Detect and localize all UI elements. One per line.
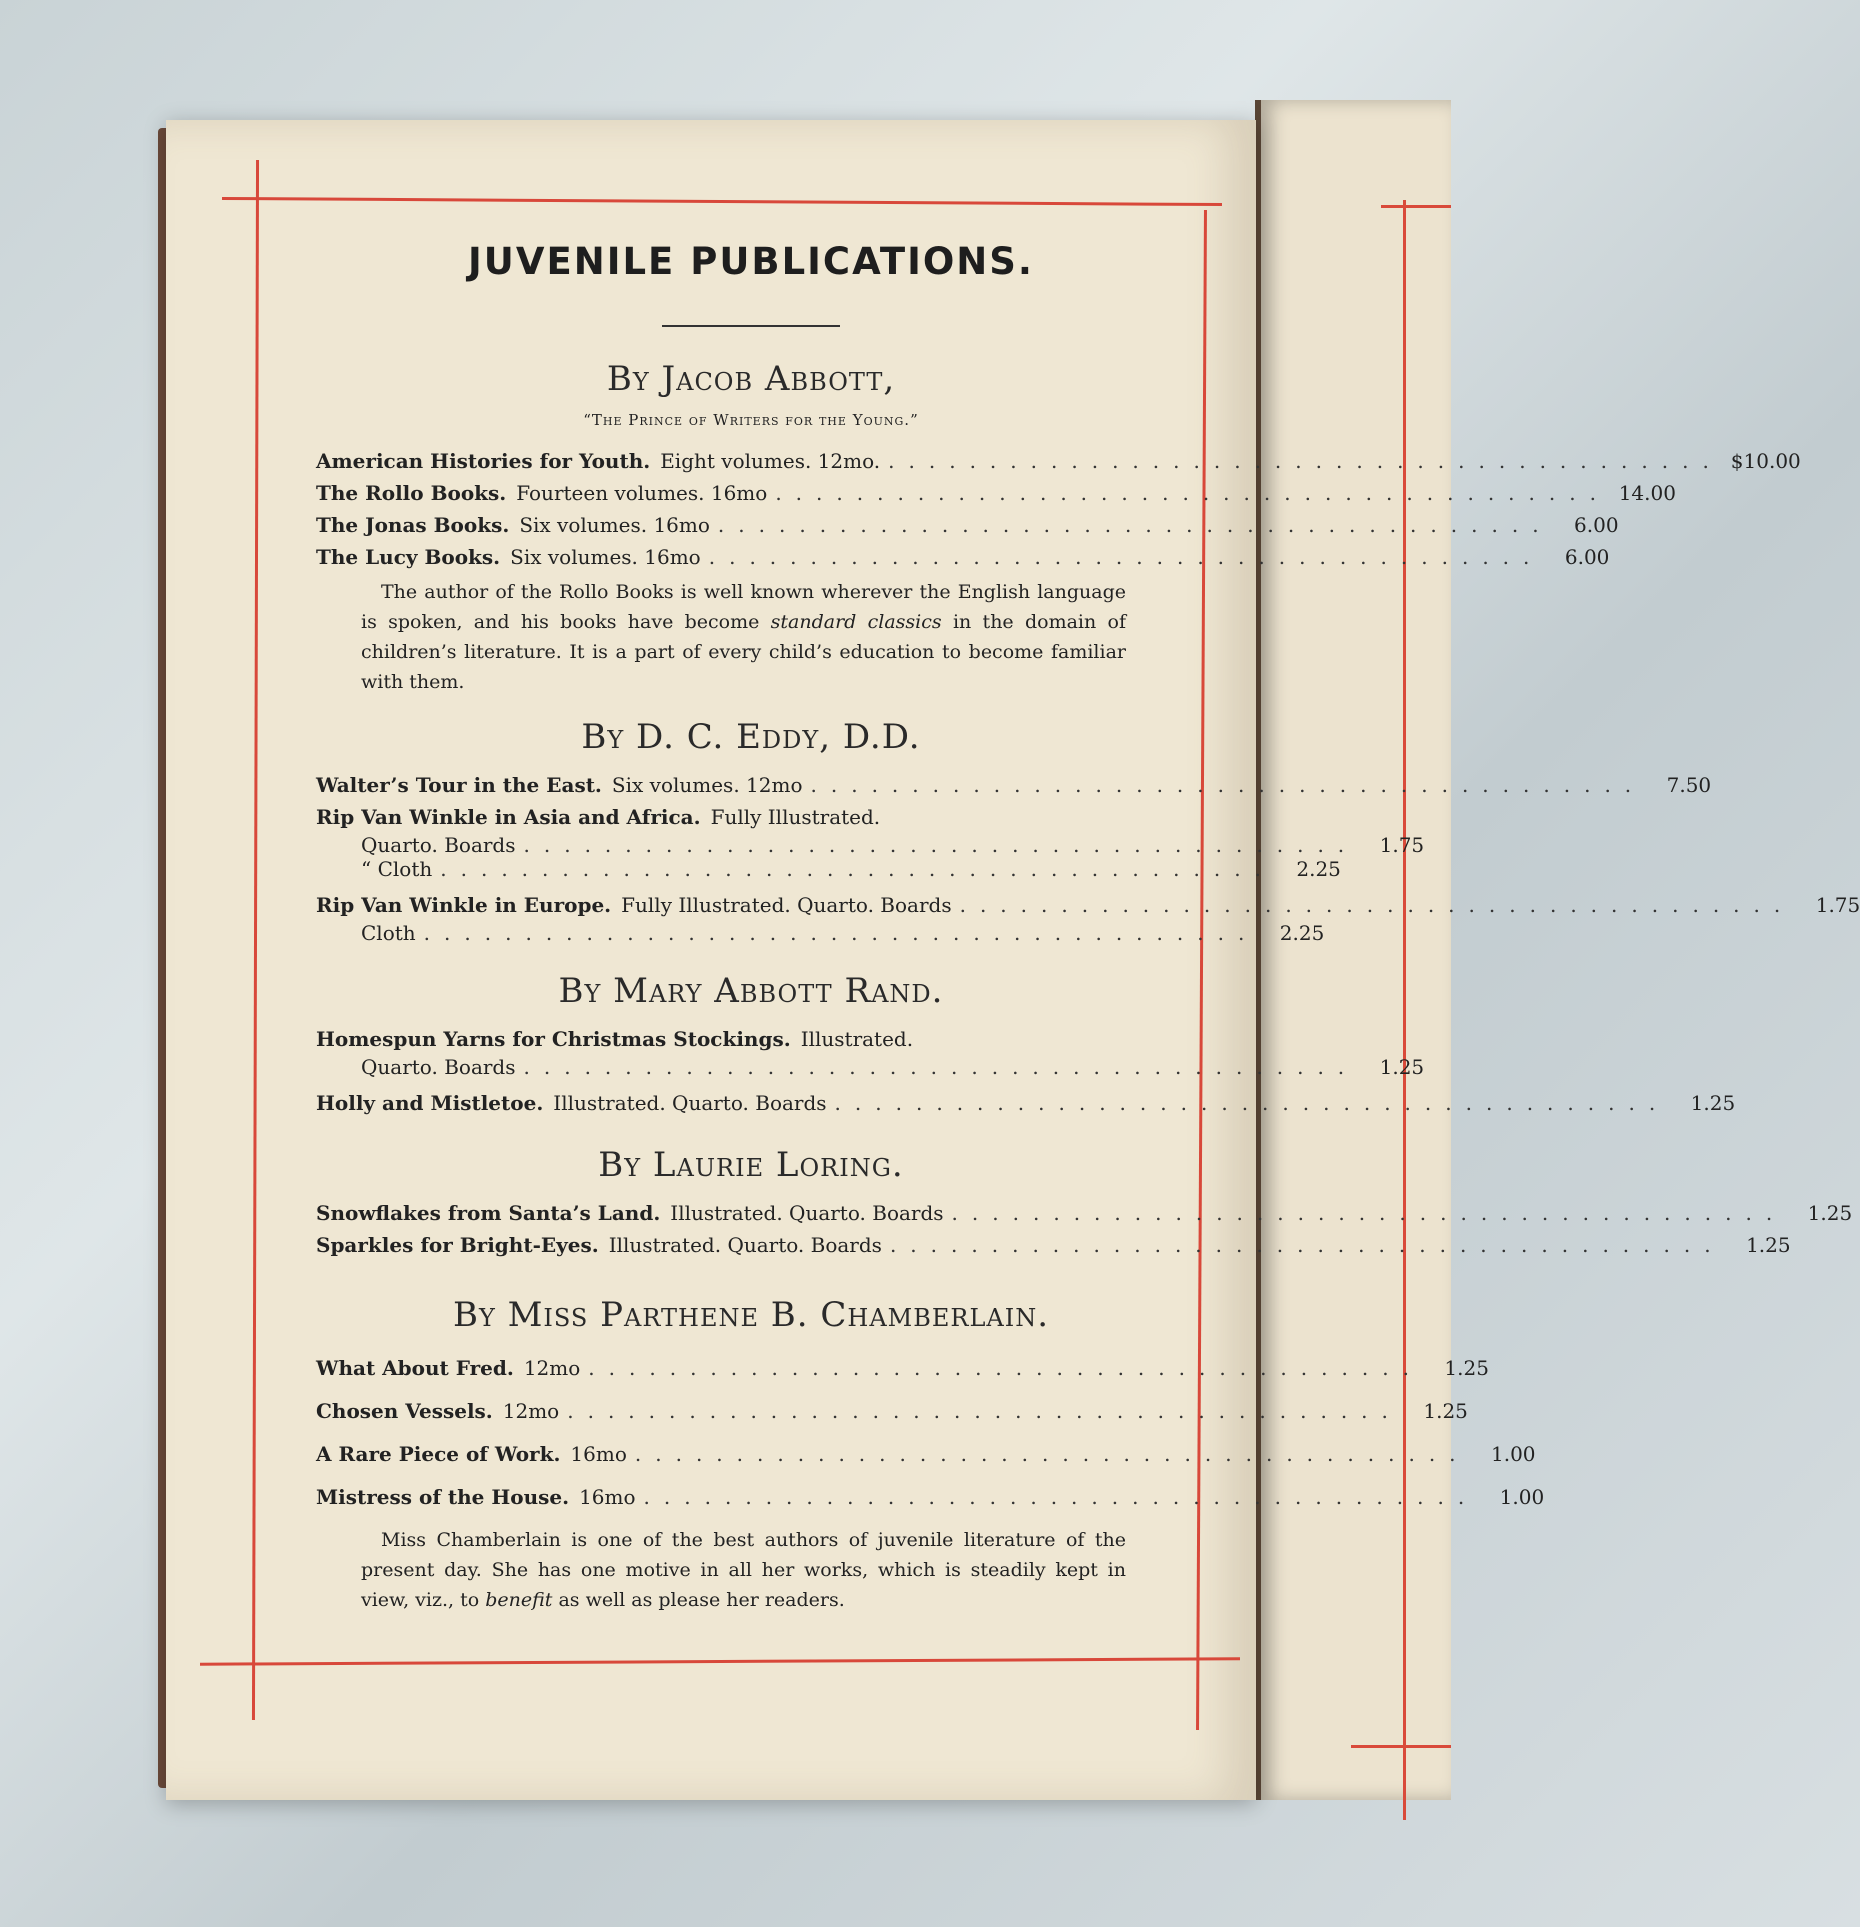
leader-dots: ......................................... [708, 545, 1544, 569]
section-parthene-chamberlain [316, 1295, 1545, 1615]
list-item [316, 477, 1676, 509]
catalog-page [166, 120, 1860, 1800]
border-rule-left [252, 160, 259, 1720]
book-price: 2.25 [1296, 857, 1341, 881]
book-title: Rip Van Winkle in Asia and Africa. [316, 805, 701, 829]
book-price: 1.25 [1379, 1055, 1425, 1079]
title-divider [662, 325, 840, 327]
note-text: as well as please her readers. [552, 1589, 845, 1611]
book-price: 1.25 [1690, 1091, 1736, 1115]
book-price: 1.00 [1491, 1442, 1536, 1466]
list-subitem [316, 921, 1325, 945]
book-price: 7.50 [1666, 773, 1712, 797]
book-format: 12mo [523, 1356, 581, 1380]
leader-dots: ......................................... [834, 1091, 1670, 1115]
leader-dots: ......................................... [567, 1399, 1402, 1423]
list-item [316, 509, 1619, 541]
list-item [316, 1347, 1489, 1390]
book-title: The Rollo Books. [316, 481, 507, 505]
list-subitem [316, 833, 1425, 857]
adjacent-page [1255, 100, 1451, 1800]
note-text: Miss Chamberlain is one of the best authors of juvenile literature of the present day. She has one motive in all her works, which is steadily kept in view, viz., to [361, 1529, 1126, 1611]
section-jacob-abbott [316, 359, 1801, 697]
book-title: American Histories for Youth. [316, 449, 651, 473]
book-price: $10.00 [1730, 449, 1801, 473]
leader-dots: ......................................... [810, 773, 1646, 797]
book-title: Mistress of the House. [316, 1485, 570, 1509]
list-item [316, 769, 1712, 801]
leader-dots: ......................................... [440, 857, 1275, 881]
border-rule-bottom [200, 1657, 1240, 1665]
section-dc-eddy [316, 717, 1860, 945]
book-format: Six volumes. 16mo [519, 513, 710, 537]
section-mary-abbott-rand [316, 971, 1736, 1119]
book-price: 1.25 [1746, 1233, 1791, 1257]
book-title: Sparkles for Bright-Eyes. [316, 1233, 599, 1257]
leader-dots: ......................................... [423, 921, 1259, 945]
leader-dots: ......................................... [523, 833, 1359, 857]
book-price: 1.25 [1423, 1399, 1468, 1423]
book-format: Illustrated. Quarto. Boards [553, 1091, 827, 1115]
book-title: Chosen Vessels. [316, 1399, 493, 1423]
leader-dots: ......................................... [523, 1055, 1359, 1079]
author-heading: By Mary Abbott Rand. [558, 971, 944, 1011]
author-heading: By Laurie Loring. [598, 1145, 904, 1185]
book-title: Holly and Mistletoe. [316, 1091, 544, 1115]
book-title: A Rare Piece of Work. [316, 1442, 561, 1466]
leader-dots: ......................................... [643, 1485, 1479, 1509]
list-item [316, 1476, 1545, 1519]
list-item [316, 445, 1801, 477]
page-title: JUVENILE PUBLICATIONS. [468, 240, 1034, 283]
book-format: Six volumes. 12mo [611, 773, 803, 797]
book-title: The Lucy Books. [316, 545, 501, 569]
book-format: 12mo [502, 1399, 560, 1423]
note-emphasis: benefit [485, 1589, 553, 1611]
book-binding: Quarto. Boards [361, 1055, 516, 1079]
book-binding: Cloth [361, 921, 416, 945]
author-heading: By D. C. Eddy, D.D. [581, 717, 921, 757]
book-title: Homespun Yarns for Christmas Stockings. [316, 1027, 791, 1051]
list-item [316, 1433, 1536, 1476]
list-subitem [316, 857, 1341, 881]
book-price: 1.00 [1499, 1485, 1545, 1509]
section-laurie-loring [316, 1145, 1853, 1261]
book-title: Snowflakes from Santa’s Land. [316, 1201, 661, 1225]
book-format: Six volumes. 16mo [510, 545, 701, 569]
book-price: 6.00 [1574, 513, 1619, 537]
author-note [361, 577, 1126, 697]
leader-dots: ......................................... [717, 513, 1553, 537]
book-price: 1.75 [1815, 893, 1860, 917]
book-price: 6.00 [1564, 545, 1610, 569]
book-price: 1.75 [1379, 833, 1425, 857]
note-text: in the domain of children’s literature. It is a part of every child’s education to become familiar with them. [361, 611, 1126, 693]
leader-dots: ......................................... [775, 481, 1610, 505]
note-emphasis: standard classics [770, 611, 942, 633]
book-format: Fully Illustrated. Quarto. Boards [621, 893, 952, 917]
list-item [316, 1197, 1853, 1229]
list-item [316, 1087, 1736, 1119]
book-binding: Quarto. Boards [361, 833, 516, 857]
book-title: The Jonas Books. [316, 513, 510, 537]
author-tagline: “The Prince of Writers for the Young.” [583, 411, 919, 429]
book-format: Illustrated. Quarto. Boards [608, 1233, 882, 1257]
adjacent-page-rule [1381, 205, 1451, 208]
adjacent-page-rule [1351, 1745, 1451, 1748]
book-title: Walter’s Tour in the East. [316, 773, 602, 797]
list-subitem [316, 1055, 1425, 1079]
border-rule-top [222, 197, 1222, 206]
author-heading: By Jacob Abbott, [606, 359, 896, 399]
leader-dots: ......................................... [588, 1356, 1423, 1380]
book-price: 1.25 [1807, 1201, 1853, 1225]
list-item [316, 541, 1610, 573]
page-content [316, 240, 1860, 1635]
book-binding: “ Cloth [361, 857, 433, 881]
list-item [316, 1023, 1186, 1055]
list-item [316, 801, 1186, 833]
book-format: 16mo [579, 1485, 636, 1509]
note-text: The author of the Rollo Books is well known wherever the English language is spoken, and his books have become [361, 581, 1126, 633]
list-item [316, 1390, 1468, 1433]
list-item [316, 889, 1860, 921]
leader-dots: ......................................... [959, 893, 1795, 917]
book-title: Rip Van Winkle in Europe. [316, 893, 612, 917]
book-format: Fourteen volumes. 16mo [516, 481, 768, 505]
leader-dots: ......................................... [889, 1233, 1725, 1257]
book-format: Fully Illustrated. [710, 805, 881, 829]
leader-dots: ......................................... [634, 1442, 1470, 1466]
book-format: Illustrated. [800, 1027, 914, 1051]
list-item [316, 1229, 1791, 1261]
leader-dots: ......................................... [888, 449, 1723, 473]
book-title: What About Fred. [316, 1356, 514, 1380]
author-note [361, 1525, 1126, 1615]
book-price: 1.25 [1444, 1356, 1489, 1380]
leader-dots: ......................................... [951, 1201, 1787, 1225]
adjacent-page-rule [1403, 200, 1406, 1820]
book-price: 2.25 [1279, 921, 1325, 945]
author-heading: By Miss Parthene B. Chamberlain. [452, 1295, 1050, 1335]
book-price: 14.00 [1618, 481, 1676, 505]
book-format: 16mo [570, 1442, 627, 1466]
book-format: Illustrated. Quarto. Boards [670, 1201, 944, 1225]
book-format: Eight volumes. 12mo. [660, 449, 881, 473]
